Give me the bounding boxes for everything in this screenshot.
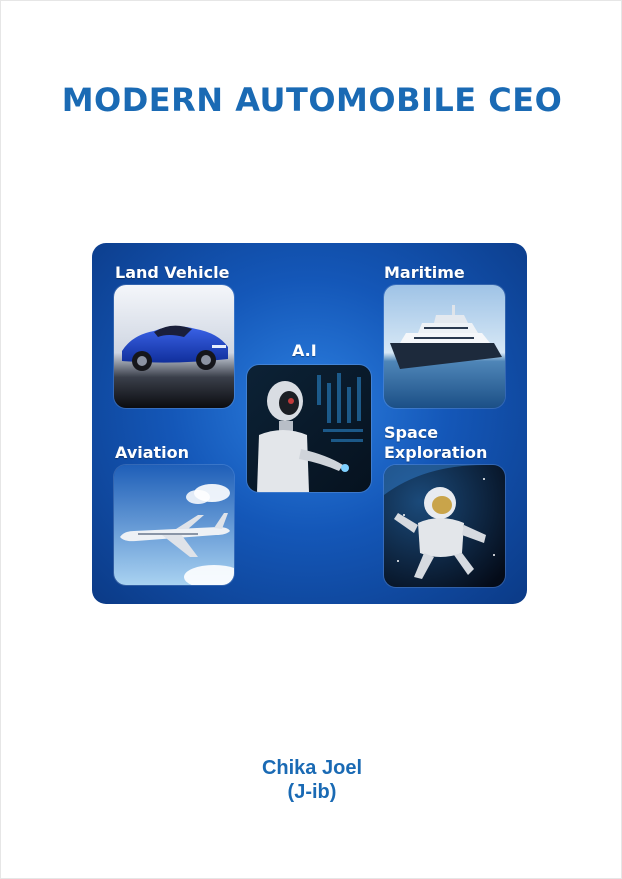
ai-label: A.I xyxy=(292,341,317,360)
yacht-image xyxy=(384,285,505,408)
author-alias: (J-ib) xyxy=(287,781,337,803)
sports-car-image xyxy=(114,285,234,408)
robot-image xyxy=(247,365,371,492)
topics-panel xyxy=(92,243,527,604)
space-label-line2: Exploration xyxy=(384,443,488,462)
aviation-label: Aviation xyxy=(115,443,190,462)
astronaut-image xyxy=(384,465,505,587)
maritime-label: Maritime xyxy=(384,263,465,282)
land-vehicle-label: Land Vehicle xyxy=(115,263,230,282)
author-name: Chika Joel xyxy=(261,757,363,779)
cover-title: MODERN AUTOMOBILE CEO xyxy=(61,81,563,119)
space-label-line1: Space xyxy=(384,423,439,442)
space-exploration-label xyxy=(384,423,487,463)
airplane-image xyxy=(114,465,234,585)
